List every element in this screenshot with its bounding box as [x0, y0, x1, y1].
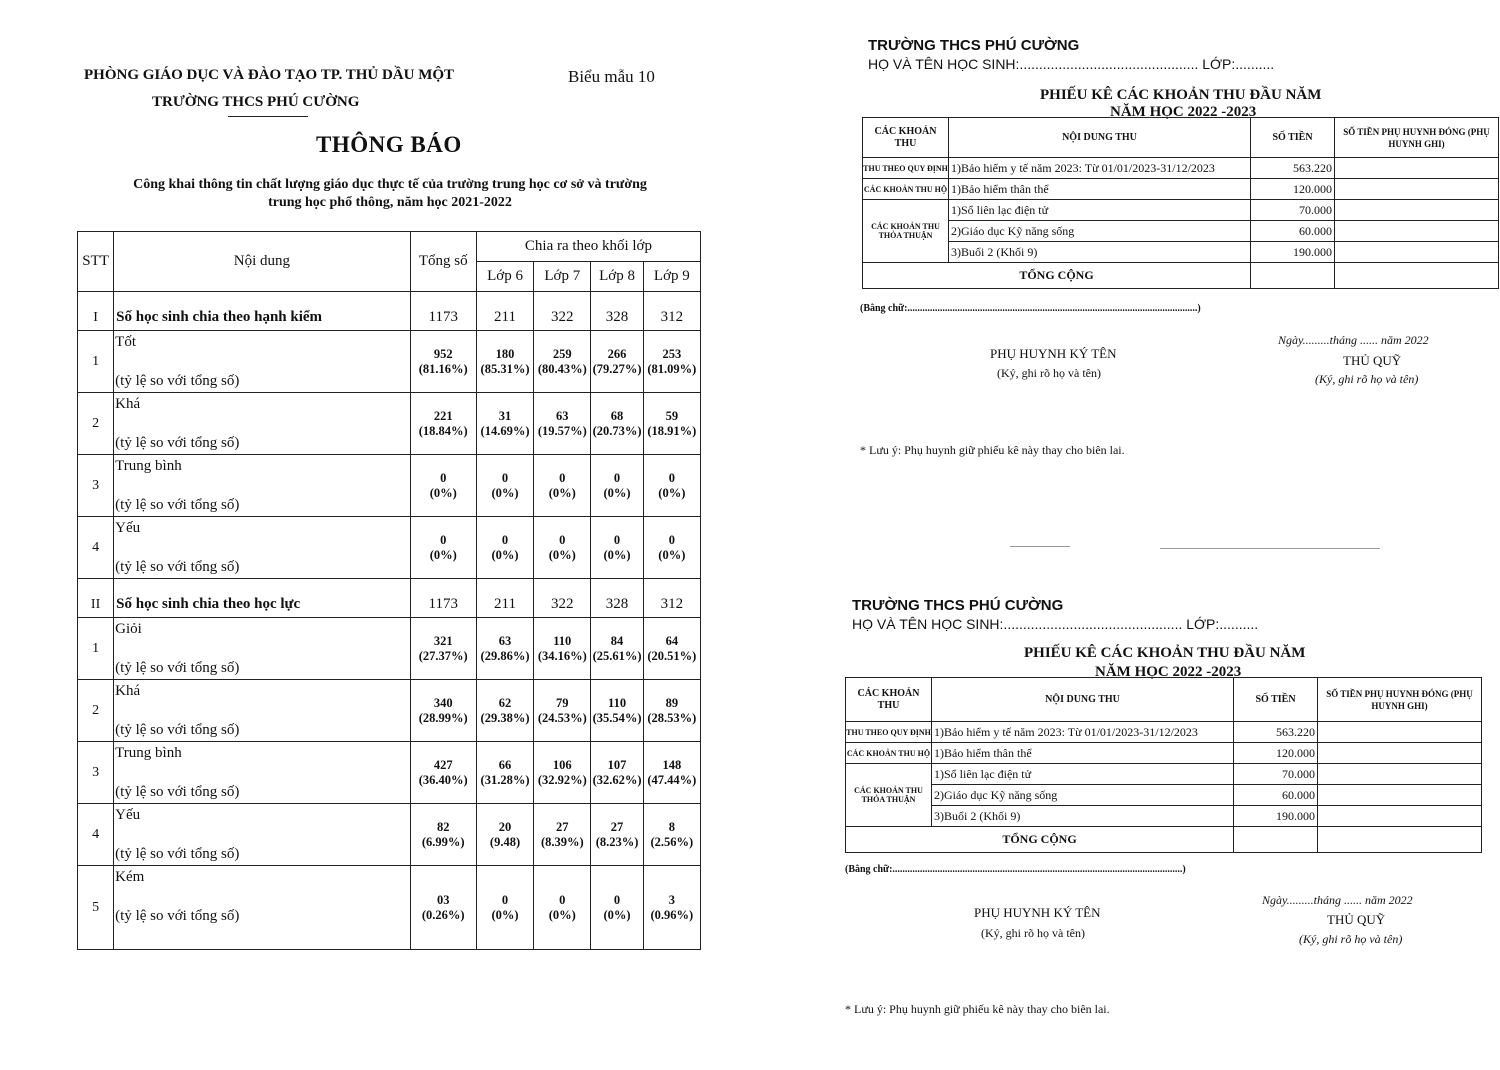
count-value: 03	[436, 892, 450, 907]
grade-cell	[643, 331, 700, 393]
item-content: 1)Bảo hiểm y tế năm 2023: Từ 01/01/2023-31/12/2023	[932, 722, 1234, 743]
row-stt: 2	[78, 393, 114, 455]
item-content: 3)Buổi 2 (Khối 9)	[949, 242, 1251, 263]
parent-signature-note: (Ký, ghi rõ họ và tên)	[997, 366, 1101, 380]
table-row	[78, 866, 701, 950]
group-collected: CÁC KHOẢN THU HỘ	[846, 743, 932, 764]
count-value: 27	[556, 819, 569, 834]
grade-cell	[476, 866, 533, 950]
group-regulated: THU THEO QUY ĐỊNH	[863, 158, 949, 179]
percent-value: (19.57%)	[537, 423, 587, 438]
amount-in-words: (Bằng chữ:....................................................................................................................)	[860, 303, 1201, 314]
item-amount: 70.000	[1251, 200, 1335, 221]
grade-cell	[591, 517, 643, 579]
grade-cell	[476, 618, 533, 680]
parent-amount-field[interactable]	[1318, 743, 1482, 764]
count-value: 62	[498, 695, 512, 710]
grade-cell	[591, 393, 643, 455]
total-cell	[410, 618, 476, 680]
row-label: Giỏi	[115, 621, 142, 637]
parent-signature-label: PHỤ HUYNH KÝ TÊN	[990, 346, 1117, 361]
count-value: 253	[662, 346, 682, 361]
row-label-cell	[114, 866, 410, 950]
header-amount: SỐ TIỀN	[1251, 118, 1335, 158]
table-row	[78, 680, 701, 742]
total-cell	[410, 331, 476, 393]
ratio-label: (tỷ lệ so với tổng số)	[115, 784, 240, 800]
item-amount: 190.000	[1234, 806, 1318, 827]
grade-cell	[591, 742, 643, 804]
count-value: 84	[610, 633, 624, 648]
row-label-cell	[114, 680, 410, 742]
grade-cell	[476, 331, 533, 393]
header-parent-amount: SỐ TIỀN PHỤ HUYNH ĐÓNG (PHỤ HUYNH GHI)	[1335, 118, 1499, 158]
count-value: 0	[559, 532, 566, 547]
section-grade-7: 322	[534, 292, 591, 331]
parent-amount-field[interactable]	[1318, 764, 1482, 785]
percent-value: (0%)	[603, 907, 631, 922]
parent-amount-field[interactable]	[1318, 785, 1482, 806]
total-cell	[410, 804, 476, 866]
count-value: 221	[433, 408, 453, 423]
ratio-label: (tỷ lệ so với tổng số)	[115, 497, 240, 513]
ratio-label: (tỷ lệ so với tổng số)	[115, 660, 240, 676]
percent-value: (0%)	[429, 485, 457, 500]
count-value: 110	[608, 695, 627, 710]
grade-cell	[643, 517, 700, 579]
count-value: 0	[613, 470, 621, 485]
percent-value: (32.92%)	[537, 772, 587, 787]
parent-amount-field[interactable]	[1335, 221, 1499, 242]
treasurer-note: (Ký, ghi rõ họ và tên)	[1315, 372, 1419, 386]
group-collected: CÁC KHOẢN THU HỘ	[863, 179, 949, 200]
parent-amount-field[interactable]	[1335, 179, 1499, 200]
header-grade-8: Lớp 8	[591, 262, 643, 292]
header-stt: STT	[78, 232, 114, 292]
section-grade-9: 312	[643, 292, 700, 331]
percent-value: (0%)	[491, 547, 519, 562]
percent-value: (29.38%)	[480, 710, 530, 725]
item-content: 2)Giáo dục Kỹ năng sống	[932, 785, 1234, 806]
grade-cell	[643, 393, 700, 455]
treasurer-label: THỦ QUỸ	[1343, 353, 1402, 368]
row-label-cell	[114, 742, 410, 804]
percent-value: (27.37%)	[418, 648, 468, 663]
grade-cell	[591, 866, 643, 950]
document-subtitle-line2: trung học phổ thông, năm học 2021-2022	[268, 195, 512, 210]
grade-cell	[643, 680, 700, 742]
count-value: 0	[501, 470, 509, 485]
row-label: Yếu	[115, 807, 141, 823]
percent-value: (0%)	[603, 547, 631, 562]
percent-value: (0%)	[603, 485, 631, 500]
percent-value: (14.69%)	[480, 423, 530, 438]
receipt-school: TRƯỜNG THCS PHÚ CƯỜNG	[868, 37, 1080, 54]
percent-value: (0%)	[548, 485, 576, 500]
count-value: 20	[498, 819, 512, 834]
grade-cell	[534, 393, 591, 455]
receipt-student-line: HỌ VÀ TÊN HỌC SINH:.............................................. LỚP:..........	[852, 616, 1259, 632]
form-label: Biểu mẫu 10	[568, 67, 655, 86]
percent-value: (8.39%)	[540, 834, 584, 849]
document-title: THÔNG BÁO	[316, 132, 462, 157]
grade-cell	[534, 517, 591, 579]
percent-value: (18.91%)	[647, 423, 697, 438]
grade-cell	[476, 742, 533, 804]
percent-value: (0%)	[491, 485, 519, 500]
grade-cell	[534, 804, 591, 866]
grade-cell	[534, 331, 591, 393]
percent-value: (0.96%)	[650, 907, 694, 922]
parent-amount-field[interactable]	[1335, 242, 1499, 263]
table-row	[78, 455, 701, 517]
ratio-label: (tỷ lệ so với tổng số)	[115, 559, 240, 575]
total-cell	[410, 517, 476, 579]
item-amount: 120.000	[1251, 179, 1335, 200]
ratio-label: (tỷ lệ so với tổng số)	[115, 846, 240, 862]
ratio-label: (tỷ lệ so với tổng số)	[115, 435, 240, 451]
amount-in-words: (Bằng chữ:....................................................................................................................)	[845, 864, 1186, 875]
grade-cell	[591, 618, 643, 680]
header-grade-7: Lớp 7	[534, 262, 591, 292]
receipt-year: NĂM HỌC 2022 -2023	[1110, 104, 1257, 120]
percent-value: (81.09%)	[647, 361, 697, 376]
total-cell	[410, 393, 476, 455]
grade-cell	[643, 742, 700, 804]
header-content: Nội dung	[114, 232, 410, 292]
quality-statistics-table	[77, 231, 701, 950]
item-amount: 563.220	[1234, 722, 1318, 743]
header-grade-9: Lớp 9	[643, 262, 700, 292]
percent-value: (85.31%)	[480, 361, 530, 376]
percent-value: (0%)	[548, 547, 576, 562]
item-amount: 190.000	[1251, 242, 1335, 263]
percent-value: (34.16%)	[537, 648, 587, 663]
percent-value: (0%)	[429, 547, 457, 562]
table-row	[78, 517, 701, 579]
row-label: Khá	[115, 683, 141, 699]
grade-cell	[476, 804, 533, 866]
percent-value: (36.40%)	[418, 772, 468, 787]
grade-cell	[643, 455, 700, 517]
percent-value: (80.43%)	[537, 361, 587, 376]
row-label: Yếu	[115, 520, 141, 536]
date-line: Ngày.........tháng ...... năm 2022	[1278, 333, 1429, 347]
ratio-label: (tỷ lệ so với tổng số)	[115, 722, 240, 738]
total-label: TỔNG CỘNG	[863, 263, 1251, 289]
percent-value: (2.56%)	[650, 834, 694, 849]
ratio-label: (tỷ lệ so với tổng số)	[115, 373, 240, 389]
item-amount: 60.000	[1251, 221, 1335, 242]
row-label: Tốt	[115, 334, 137, 350]
percent-value: (28.53%)	[647, 710, 697, 725]
receipt-title: PHIẾU KÊ CÁC KHOẢN THU ĐẦU NĂM	[1040, 87, 1322, 103]
treasurer-note: (Ký, ghi rõ họ và tên)	[1299, 932, 1403, 946]
count-value: 266	[607, 346, 627, 361]
receipt-year: NĂM HỌC 2022 -2023	[1095, 664, 1242, 680]
receipt-note: * Lưu ý: Phụ huynh giữ phiếu kê này thay cho biên lai.	[845, 1002, 1110, 1016]
row-label: Trung bình	[115, 745, 182, 761]
item-content: 1)Sổ liên lạc điện tử	[932, 764, 1234, 785]
percent-value: (20.73%)	[592, 423, 642, 438]
receipt-title: PHIẾU KÊ CÁC KHOẢN THU ĐẦU NĂM	[1024, 645, 1306, 661]
school-underline	[228, 116, 308, 117]
grade-cell	[476, 680, 533, 742]
percent-value: (47.44%)	[647, 772, 697, 787]
grade-cell	[534, 618, 591, 680]
header-content: NỘI DUNG THU	[932, 678, 1234, 722]
total-amount	[1234, 827, 1318, 853]
row-label-cell	[114, 517, 410, 579]
group-agreed: CÁC KHOẢN THU THỎA THUẬN	[863, 200, 949, 263]
row-stt: 4	[78, 804, 114, 866]
row-label-cell	[114, 804, 410, 866]
table-row	[78, 393, 701, 455]
count-value: 63	[498, 633, 512, 648]
count-value: 31	[498, 408, 512, 423]
grade-cell	[591, 455, 643, 517]
count-value: 8	[668, 819, 675, 834]
row-label-cell	[114, 455, 410, 517]
item-amount: 563.220	[1251, 158, 1335, 179]
receipt-table	[845, 677, 1482, 853]
count-value: 952	[433, 346, 453, 361]
section-grade-7: 322	[534, 579, 591, 618]
item-content: 1)Bảo hiểm thân thể	[949, 179, 1251, 200]
total-cell	[410, 866, 476, 950]
count-value: 259	[552, 346, 572, 361]
group-agreed: CÁC KHOẢN THU THỎA THUẬN	[846, 764, 932, 827]
row-stt: 5	[78, 866, 114, 950]
count-value: 66	[498, 757, 512, 772]
count-value: 68	[610, 408, 624, 423]
row-label: Kém	[115, 869, 145, 885]
parent-total-field[interactable]	[1318, 827, 1482, 853]
header-grade-6: Lớp 6	[476, 262, 533, 292]
percent-value: (32.62%)	[592, 772, 642, 787]
count-value: 79	[556, 695, 569, 710]
header-amount: SỐ TIỀN	[1234, 678, 1318, 722]
count-value: 27	[610, 819, 624, 834]
count-value: 3	[668, 892, 675, 907]
item-amount: 70.000	[1234, 764, 1318, 785]
parent-signature-label: PHỤ HUYNH KÝ TÊN	[974, 905, 1101, 920]
parent-amount-field[interactable]	[1318, 722, 1482, 743]
department-name: PHÒNG GIÁO DỤC VÀ ĐÀO TẠO TP. THỦ DẦU MỘT	[84, 67, 455, 83]
grade-cell	[534, 680, 591, 742]
grade-cell	[476, 393, 533, 455]
grade-cell	[534, 742, 591, 804]
section-total: 1173	[410, 292, 476, 331]
percent-value: (0%)	[491, 907, 519, 922]
item-amount: 120.000	[1234, 743, 1318, 764]
item-content: 1)Bảo hiểm y tế năm 2023: Từ 01/01/2023-31/12/2023	[949, 158, 1251, 179]
table-row	[78, 804, 701, 866]
section-total: 1173	[410, 579, 476, 618]
receipt-school: TRƯỜNG THCS PHÚ CƯỜNG	[852, 597, 1064, 614]
count-value: 82	[436, 819, 450, 834]
section-grade-6: 211	[476, 579, 533, 618]
count-value: 59	[665, 408, 679, 423]
item-content: 2)Giáo dục Kỹ năng sống	[949, 221, 1251, 242]
receipt-table	[862, 117, 1499, 289]
count-value: 0	[668, 532, 675, 547]
count-value: 107	[607, 757, 627, 772]
count-value: 110	[553, 633, 572, 648]
section-label: Số học sinh chia theo học lực	[114, 579, 410, 618]
total-label: TỔNG CỘNG	[846, 827, 1234, 853]
count-value: 180	[495, 346, 515, 361]
group-regulated: THU THEO QUY ĐỊNH	[846, 722, 932, 743]
table-row	[78, 618, 701, 680]
item-amount: 60.000	[1234, 785, 1318, 806]
receipt-student-line: HỌ VÀ TÊN HỌC SINH:.............................................. LỚP:..........	[868, 56, 1275, 72]
section-grade-8: 328	[591, 292, 643, 331]
grade-cell	[643, 866, 700, 950]
parent-signature-note: (Ký, ghi rõ họ và tên)	[981, 926, 1085, 940]
percent-value: (35.54%)	[592, 710, 642, 725]
section-label: Số học sinh chia theo hạnh kiểm	[114, 292, 410, 331]
header-grade-group: Chia ra theo khối lớp	[476, 232, 700, 262]
grade-cell	[476, 455, 533, 517]
percent-value: (28.99%)	[418, 710, 468, 725]
grade-cell	[476, 517, 533, 579]
count-value: 106	[552, 757, 572, 772]
row-stt: 3	[78, 742, 114, 804]
table-row	[78, 331, 701, 393]
receipt-note: * Lưu ý: Phụ huynh giữ phiếu kê này thay cho biên lai.	[860, 443, 1125, 457]
section-row	[78, 292, 701, 331]
count-value: 0	[613, 892, 621, 907]
row-label-cell	[114, 331, 410, 393]
percent-value: (8.23%)	[595, 834, 639, 849]
count-value: 64	[665, 633, 679, 648]
count-value: 0	[440, 532, 447, 547]
grade-cell	[591, 331, 643, 393]
count-value: 427	[433, 757, 453, 772]
percent-value: (29.86%)	[480, 648, 530, 663]
percent-value: (81.16%)	[418, 361, 468, 376]
percent-value: (6.99%)	[421, 834, 465, 849]
count-value: 0	[559, 470, 566, 485]
percent-value: (0%)	[548, 907, 576, 922]
school-name: TRƯỜNG THCS PHÚ CƯỜNG	[152, 94, 360, 110]
item-content: 3)Buổi 2 (Khối 9)	[932, 806, 1234, 827]
cut-line	[1160, 548, 1380, 549]
percent-value: (25.61%)	[592, 648, 642, 663]
percent-value: (0.26%)	[421, 907, 465, 922]
item-content: 1)Bảo hiểm thân thể	[932, 743, 1234, 764]
count-value: 148	[662, 757, 682, 772]
row-stt: 2	[78, 680, 114, 742]
document-subtitle-line1: Công khai thông tin chất lượng giáo dục thực tế của trường trung học cơ sở và trường	[133, 177, 647, 192]
header-content: NỘI DUNG THU	[949, 118, 1251, 158]
total-cell	[410, 742, 476, 804]
section-grade-9: 312	[643, 579, 700, 618]
row-label: Trung bình	[115, 458, 182, 474]
count-value: 0	[440, 470, 447, 485]
header-total: Tổng số	[410, 232, 476, 292]
row-label-cell	[114, 618, 410, 680]
date-line: Ngày.........tháng ...... năm 2022	[1262, 893, 1413, 907]
header-category: CÁC KHOẢN THU	[846, 678, 932, 722]
percent-value: (9.48)	[489, 834, 521, 849]
grade-cell	[534, 455, 591, 517]
row-stt: 1	[78, 331, 114, 393]
count-value: 340	[433, 695, 453, 710]
percent-value: (0%)	[658, 547, 686, 562]
header-category: CÁC KHOẢN THU	[863, 118, 949, 158]
section-grade-8: 328	[591, 579, 643, 618]
section-stt: II	[78, 579, 114, 618]
total-amount	[1251, 263, 1335, 289]
count-value: 0	[668, 470, 675, 485]
grade-cell	[643, 804, 700, 866]
percent-value: (31.28%)	[480, 772, 530, 787]
count-value: 89	[665, 695, 679, 710]
section-grade-6: 211	[476, 292, 533, 331]
parent-amount-field[interactable]	[1335, 158, 1499, 179]
count-value: 0	[501, 532, 509, 547]
table-row	[78, 742, 701, 804]
grade-cell	[591, 680, 643, 742]
row-stt: 1	[78, 618, 114, 680]
grade-cell	[643, 618, 700, 680]
count-value: 0	[613, 532, 621, 547]
row-stt: 3	[78, 455, 114, 517]
header-parent-amount: SỐ TIỀN PHỤ HUYNH ĐÓNG (PHỤ HUYNH GHI)	[1318, 678, 1482, 722]
grade-cell	[534, 866, 591, 950]
ratio-label: (tỷ lệ so với tổng số)	[115, 908, 240, 924]
total-cell	[410, 680, 476, 742]
treasurer-label: THỦ QUỸ	[1327, 912, 1386, 927]
row-label: Khá	[115, 396, 141, 412]
cut-line	[1010, 546, 1070, 547]
grade-cell	[591, 804, 643, 866]
count-value: 63	[556, 408, 569, 423]
parent-total-field[interactable]	[1335, 263, 1499, 289]
section-row	[78, 579, 701, 618]
count-value: 321	[433, 633, 453, 648]
percent-value: (18.84%)	[418, 423, 468, 438]
row-stt: 4	[78, 517, 114, 579]
percent-value: (0%)	[658, 485, 686, 500]
percent-value: (24.53%)	[537, 710, 587, 725]
item-content: 1)Sổ liên lạc điện tử	[949, 200, 1251, 221]
row-label-cell	[114, 393, 410, 455]
percent-value: (20.51%)	[647, 648, 697, 663]
total-cell	[410, 455, 476, 517]
count-value: 0	[501, 892, 509, 907]
parent-amount-field[interactable]	[1335, 200, 1499, 221]
percent-value: (79.27%)	[592, 361, 642, 376]
count-value: 0	[559, 892, 566, 907]
section-stt: I	[78, 292, 114, 331]
parent-amount-field[interactable]	[1318, 806, 1482, 827]
